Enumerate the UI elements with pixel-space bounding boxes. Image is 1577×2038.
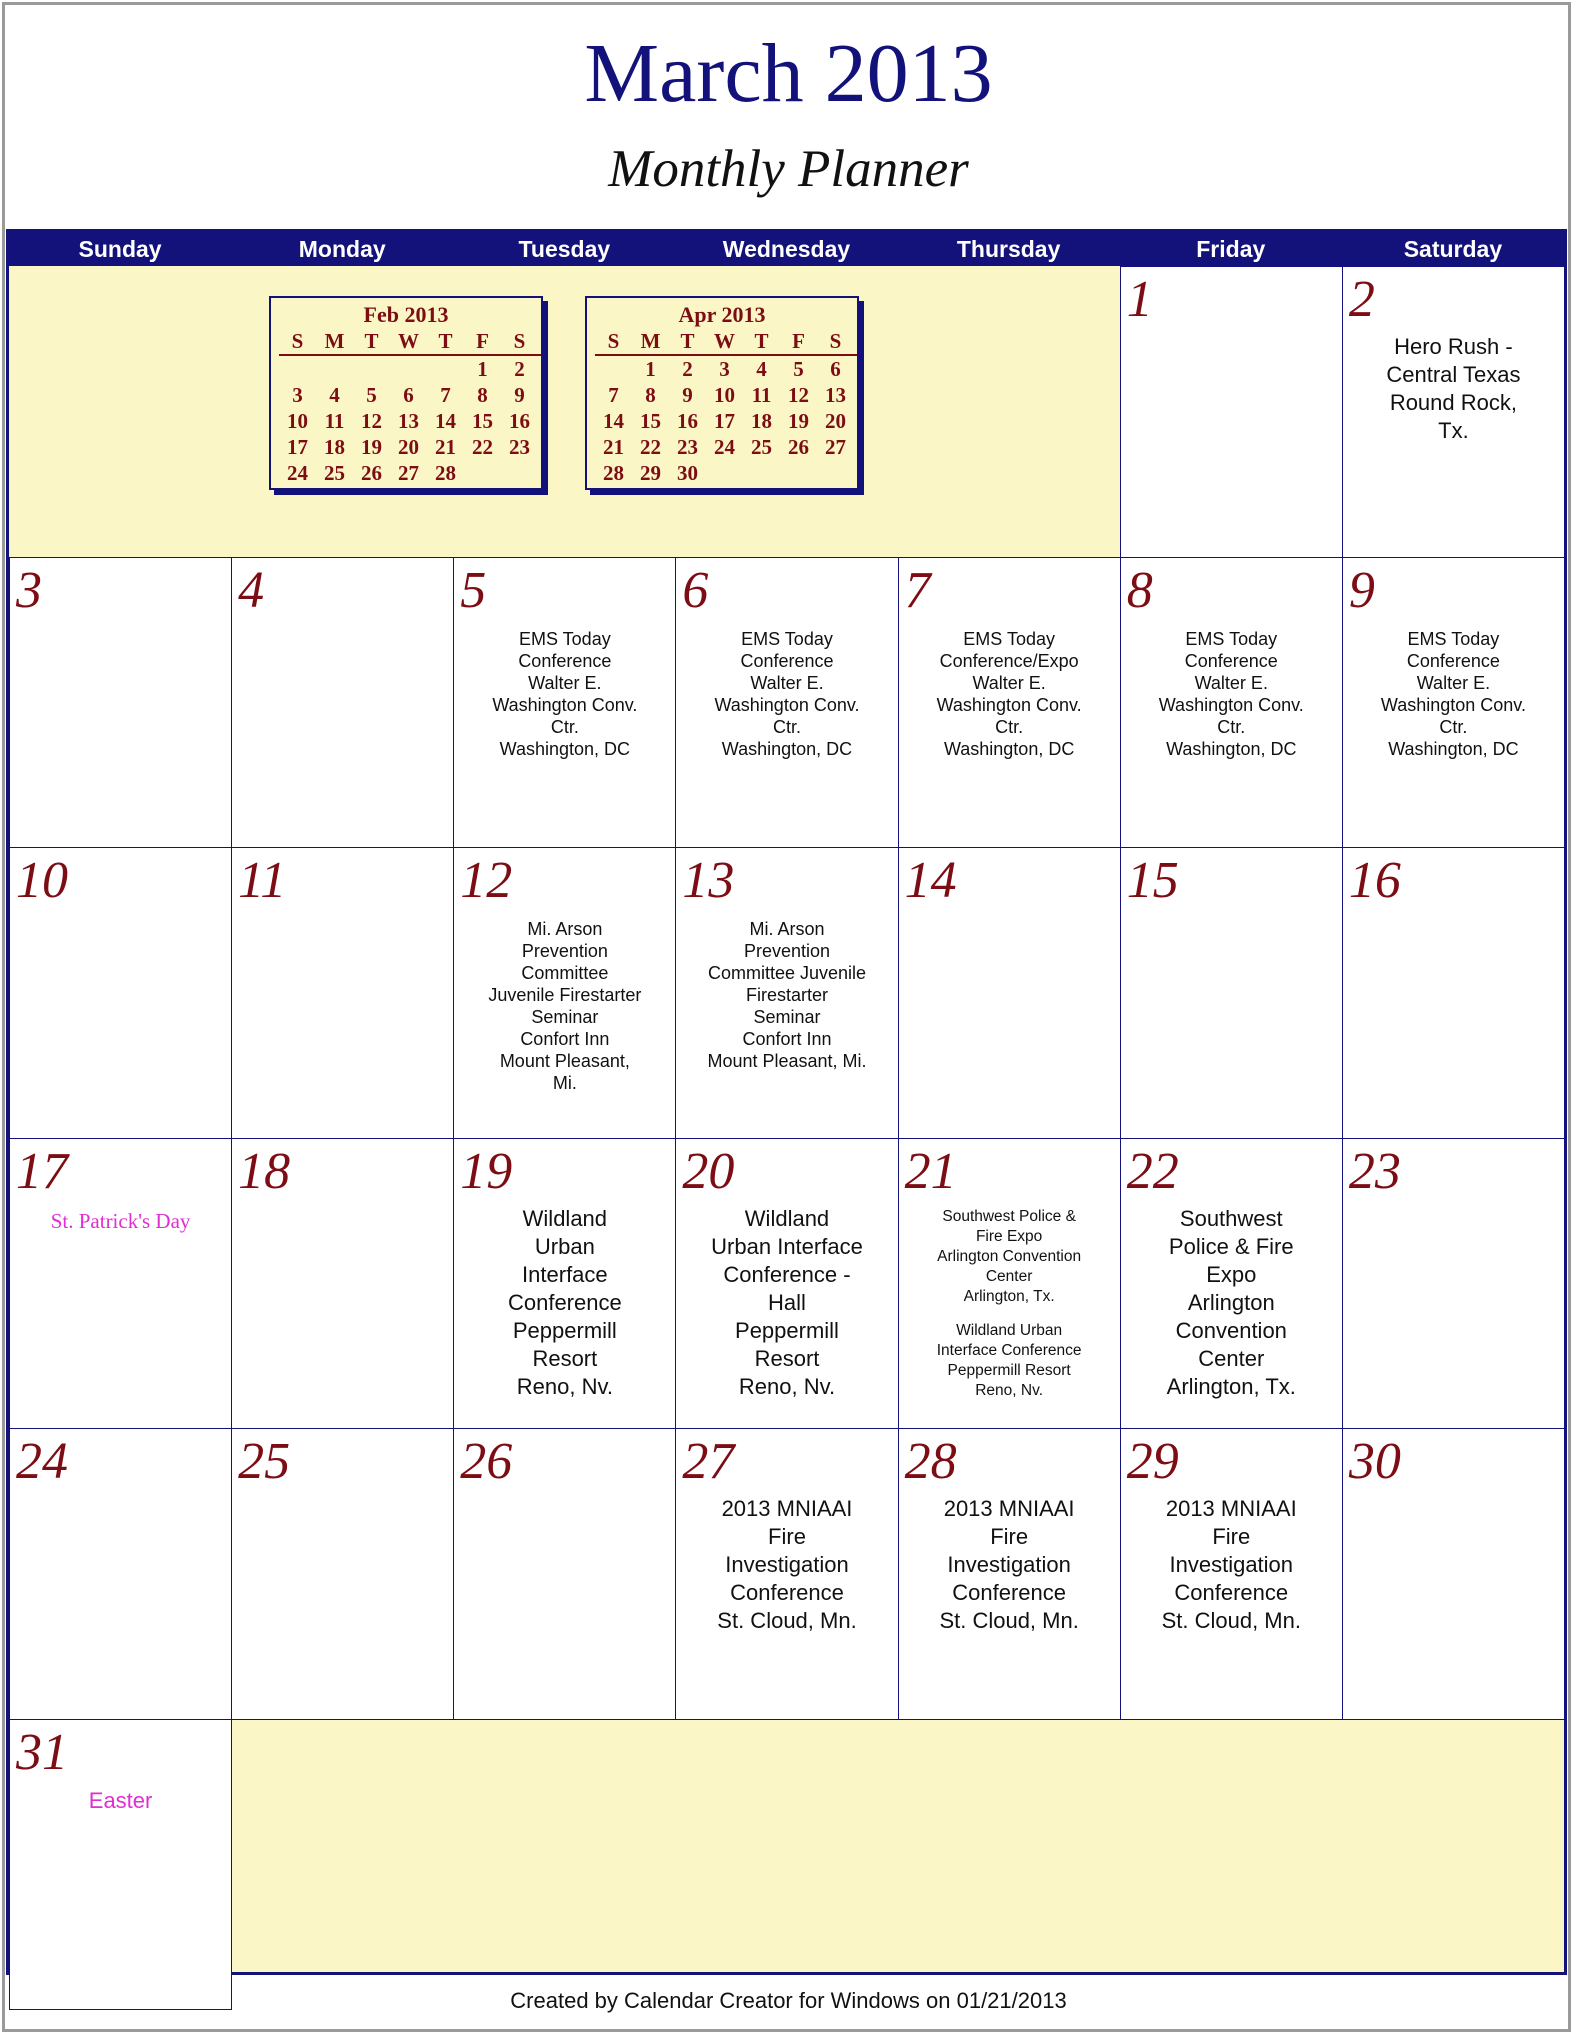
mini-day: 14 [435, 409, 456, 433]
mini-day: 4 [329, 383, 340, 407]
day-number: 6 [682, 561, 709, 619]
day-cell-8[interactable] [1120, 557, 1343, 849]
event-text[interactable]: 2013 MNIAAI Fire Investigation Conference St. Cloud, Mn. [939, 1496, 1079, 1633]
day-cell-2[interactable] [1342, 266, 1565, 558]
day-cell-11[interactable] [231, 847, 454, 1139]
mini-calendar-feb [269, 296, 543, 490]
mini-calendar-title: Apr 2013 [678, 302, 766, 327]
mini-day: 27 [398, 461, 419, 485]
day-number: 25 [238, 1433, 291, 1490]
mini-day [427, 356, 464, 382]
day-number: 30 [1348, 1433, 1401, 1490]
mini-weekday-letter: S [291, 329, 304, 353]
day-cell-23[interactable] [1342, 1138, 1565, 1430]
event-text[interactable]: 2013 MNIAAI Fire Investigation Conference St. Cloud, Mn. [1161, 1496, 1301, 1633]
mini-weekday-letter: S [607, 329, 620, 353]
mini-day: 4 [756, 357, 767, 381]
mini-day: 12 [361, 409, 382, 433]
mini-day [279, 356, 316, 382]
mini-day: 18 [751, 409, 772, 433]
day-cell-22[interactable] [1120, 1138, 1343, 1430]
event-text[interactable]: EMS Today Conference Walter E. Washington Conv. Ctr. Washington, DC [1380, 628, 1526, 759]
day-cell-12[interactable] [453, 847, 676, 1139]
mini-day: 16 [677, 409, 698, 433]
mini-day: 2 [514, 357, 525, 381]
mini-day: 22 [472, 435, 493, 459]
mini-calendar-apr [585, 296, 859, 490]
day-cell-21[interactable] [898, 1138, 1121, 1430]
day-number: 11 [238, 852, 287, 909]
day-number: 29 [1126, 1433, 1179, 1490]
mini-day: 8 [477, 383, 488, 407]
mini-weekday-letter: M [324, 329, 345, 353]
mini-day: 28 [603, 461, 624, 485]
day-cell-19[interactable] [453, 1138, 676, 1430]
page-title: March 2013 [584, 27, 993, 120]
mini-weekday-letter: T [438, 329, 453, 353]
mini-calendar-weekdays [279, 328, 541, 356]
mini-day: 25 [324, 461, 345, 485]
day-number: 2 [1348, 271, 1375, 328]
mini-day: 11 [324, 409, 345, 433]
mini-weekday-letter: M [640, 329, 661, 353]
mini-day: 1 [477, 357, 488, 381]
mini-day: 17 [714, 409, 735, 433]
day-cell-16[interactable] [1342, 847, 1565, 1139]
day-cell-13[interactable] [675, 847, 898, 1139]
event-text[interactable]: Wildland Urban Interface Conference Peppermill Resort Reno, Nv. [507, 1205, 622, 1399]
day-number: 5 [460, 561, 487, 619]
mini-day: 27 [825, 435, 846, 459]
mini-day: 26 [361, 461, 382, 485]
event-text[interactable]: EMS Today Conference/Expo Walter E. Washington Conv. Ctr. Washington, DC [936, 628, 1082, 759]
mini-weekday-letter: F [476, 329, 489, 353]
day-number: 12 [460, 852, 513, 909]
mini-calendar-weekdays [595, 328, 857, 356]
mini-day: 21 [435, 435, 456, 459]
mini-weekday-letter: T [754, 329, 769, 353]
day-cell-15[interactable] [1120, 847, 1343, 1139]
day-number: 27 [682, 1433, 735, 1490]
mini-day: 13 [398, 409, 419, 433]
weekday-friday: Friday [1196, 236, 1266, 262]
mini-weekday-letter: W [714, 329, 735, 353]
mini-day: 9 [514, 383, 525, 407]
mini-day: 14 [603, 409, 624, 433]
mini-day: 9 [682, 383, 693, 407]
day-number: 28 [904, 1433, 957, 1490]
mini-day: 19 [788, 409, 809, 433]
day-number: 8 [1126, 561, 1153, 619]
mini-day: 12 [788, 383, 809, 407]
event-text[interactable]: EMS Today Conference Walter E. Washington Conv. Ctr. Washington, DC [714, 628, 860, 759]
mini-day: 7 [608, 383, 619, 407]
mini-day: 22 [640, 435, 661, 459]
mini-day: 11 [751, 383, 772, 407]
mini-day: 23 [509, 435, 530, 459]
mini-day: 29 [640, 461, 661, 485]
event-text[interactable]: Mi. Arson Prevention Committee Juvenile Firestarter Seminar Confort Inn Mount Pleasant, Mi. [707, 919, 867, 1071]
day-number: 16 [1348, 852, 1401, 909]
mini-day: 19 [361, 435, 382, 459]
mini-day: 3 [292, 383, 303, 407]
day-cell-14[interactable] [898, 847, 1121, 1139]
mini-day: 6 [403, 383, 414, 407]
event-text[interactable]: Southwest Police & Fire Expo Arlington Convention Center Arlington, Tx. [937, 1207, 1082, 1305]
weekday-sunday: Sunday [78, 236, 162, 262]
day-cell-9[interactable] [1342, 557, 1565, 849]
day-number: 14 [904, 852, 957, 909]
day-number: 10 [16, 852, 68, 909]
mini-day: 10 [287, 409, 308, 433]
mini-weekday-letter: W [398, 329, 419, 353]
mini-day: 8 [645, 383, 656, 407]
day-number: 26 [460, 1433, 513, 1490]
day-number: 4 [238, 561, 265, 619]
day-cell-31[interactable] [9, 1719, 232, 2011]
footer-credit: Created by Calendar Creator for Windows on 01/21/2013 [510, 1988, 1067, 2013]
mini-day: 17 [287, 435, 308, 459]
mini-calendar-days [595, 356, 857, 486]
mini-calendar-title: Feb 2013 [363, 302, 449, 327]
mini-day: 20 [825, 409, 846, 433]
page-subtitle: Monthly Planner [608, 140, 969, 198]
holiday-label: St. Patrick's Day [50, 1208, 191, 1233]
day-cell-24[interactable] [9, 1428, 232, 1720]
day-cell-25[interactable] [231, 1428, 454, 1720]
day-cell-6[interactable] [675, 557, 898, 849]
mini-day: 5 [793, 357, 804, 381]
day-cell-4[interactable] [231, 557, 454, 849]
mini-weekday-letter: F [792, 329, 805, 353]
mini-day: 5 [366, 383, 377, 407]
day-number: 1 [1126, 271, 1153, 328]
mini-weekday-letter: S [829, 329, 842, 353]
mini-day: 16 [509, 409, 530, 433]
mini-day: 26 [788, 435, 809, 459]
day-number: 31 [16, 1723, 68, 1781]
mini-day: 28 [435, 461, 456, 485]
day-cell-3[interactable] [9, 557, 232, 849]
event-text-secondary[interactable]: Wildland Urban Interface Conference Peppermill Resort Reno, Nv. [936, 1321, 1082, 1399]
day-number: 22 [1126, 1142, 1179, 1200]
day-number: 9 [1348, 561, 1375, 619]
mini-weekday-letter: T [680, 329, 695, 353]
mini-day [595, 356, 632, 382]
event-text[interactable]: EMS Today Conference Walter E. Washington Conv. Ctr. Washington, DC [492, 628, 638, 759]
weekday-tuesday: Tuesday [518, 236, 611, 262]
weekday-monday: Monday [298, 236, 386, 262]
weekday-header [9, 232, 1564, 266]
mini-day: 3 [719, 357, 730, 381]
mini-day: 30 [677, 461, 698, 485]
day-number: 21 [904, 1142, 957, 1200]
day-cell-18[interactable] [231, 1138, 454, 1430]
calendar-grid [6, 229, 1567, 1975]
mini-day: 24 [287, 461, 308, 485]
mini-day: 21 [603, 435, 624, 459]
mini-calendar-days [279, 356, 541, 486]
mini-day [353, 356, 390, 382]
mini-day [390, 356, 427, 382]
mini-day: 2 [682, 357, 693, 381]
day-cell-26[interactable] [453, 1428, 676, 1720]
mini-day: 13 [825, 383, 846, 407]
mini-day: 10 [714, 383, 735, 407]
event-text[interactable]: Wildland Urban Interface Conference - Hall Peppermill Resort Reno, Nv. [711, 1205, 863, 1399]
day-number: 23 [1348, 1142, 1401, 1200]
day-number: 19 [460, 1142, 513, 1200]
day-cell-27[interactable] [675, 1428, 898, 1720]
weekday-thursday: Thursday [956, 236, 1061, 262]
event-text[interactable]: Southwest Police & Fire Expo Arlington Convention Center Arlington, Tx. [1166, 1205, 1296, 1399]
mini-day: 18 [324, 435, 345, 459]
mini-day: 1 [645, 357, 656, 381]
day-cell-29[interactable] [1120, 1428, 1343, 1720]
day-number: 3 [16, 561, 42, 619]
day-cell-1[interactable] [1120, 266, 1343, 558]
day-cell-28[interactable] [898, 1428, 1121, 1720]
day-number: 18 [238, 1142, 291, 1200]
mini-weekday-letter: T [364, 329, 379, 353]
day-cell-7[interactable] [898, 557, 1121, 849]
day-cell-30[interactable] [1342, 1428, 1565, 1720]
mini-day: 7 [440, 383, 451, 407]
mini-day: 23 [677, 435, 698, 459]
event-text[interactable]: Mi. Arson Prevention Committee Juvenile Firestarter Seminar Confort Inn Mount Pleasant, Mi. [488, 919, 642, 1093]
day-number: 20 [682, 1142, 735, 1200]
mini-day: 15 [640, 409, 661, 433]
day-cell-17[interactable] [9, 1138, 232, 1430]
day-number: 24 [16, 1433, 68, 1490]
mini-weekday-letter: S [513, 329, 526, 353]
weekday-wednesday: Wednesday [722, 236, 851, 262]
day-number: 17 [16, 1142, 68, 1200]
mini-day: 25 [751, 435, 772, 459]
day-cell-10[interactable] [9, 847, 232, 1139]
mini-day: 15 [472, 409, 493, 433]
day-cell-5[interactable] [453, 557, 676, 849]
event-text[interactable]: 2013 MNIAAI Fire Investigation Conference St. Cloud, Mn. [717, 1496, 857, 1633]
day-number: 7 [904, 561, 931, 619]
mini-day [316, 356, 353, 382]
day-number: 15 [1126, 852, 1179, 909]
mini-day: 6 [830, 357, 841, 381]
weekday-saturday: Saturday [1403, 236, 1503, 262]
mini-day: 20 [398, 435, 419, 459]
day-cell-20[interactable] [675, 1138, 898, 1430]
day-number: 13 [682, 852, 735, 909]
event-text[interactable]: EMS Today Conference Walter E. Washington Conv. Ctr. Washington, DC [1158, 628, 1304, 759]
mini-day: 24 [714, 435, 735, 459]
event-text[interactable]: Hero Rush - Central Texas Round Rock, Tx. [1386, 334, 1521, 443]
holiday-label: Easter [88, 1787, 153, 1813]
